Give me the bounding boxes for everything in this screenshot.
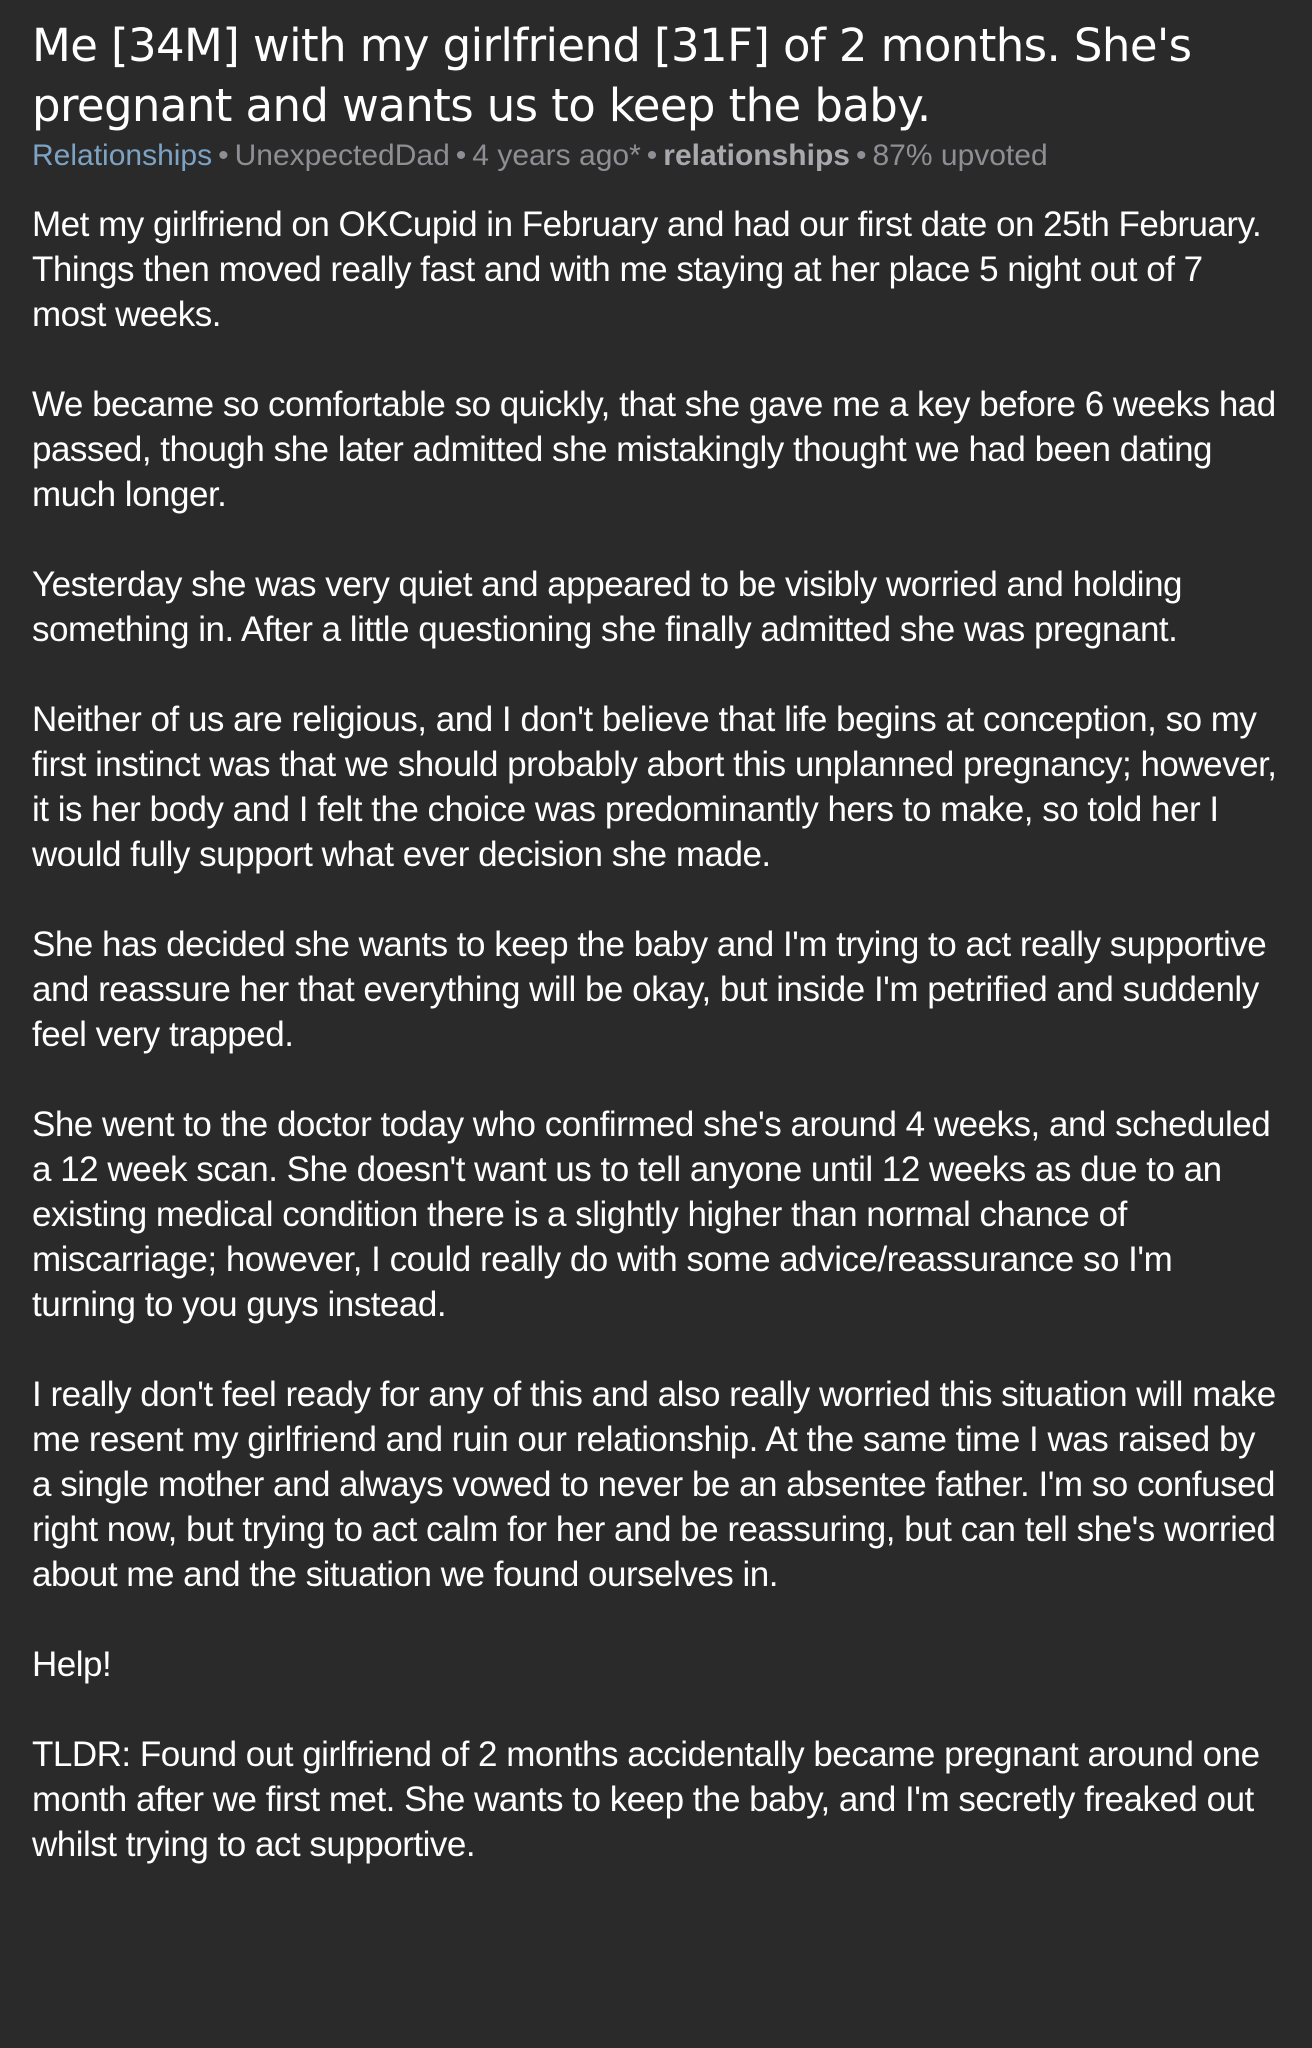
meta-separator: •: [855, 139, 867, 172]
post-paragraph: I really don't feel ready for any of this and also really worried this situation will make me resent my girlfriend and ruin our relationship. At the same time I was raised by a single mother and always vowed to never be an absentee father. I'm so confused right now, but trying to act calm for her and be reassuring, but can tell she's worried about me and the situation we found ourselves in.: [32, 1375, 1276, 1594]
post-flair[interactable]: Relationships: [32, 139, 213, 172]
post-age: 4 years ago*: [472, 139, 641, 172]
post-body: [32, 202, 1280, 1867]
post-subreddit[interactable]: relationships: [663, 139, 850, 172]
post-author[interactable]: UnexpectedDad: [234, 139, 450, 172]
meta-separator: •: [218, 139, 229, 172]
post-paragraph: Help!: [32, 1645, 112, 1684]
post-paragraph: She has decided she wants to keep the baby and I'm trying to act really supportive and reassure her that everything will be okay, but inside I'm petrified and suddenly feel very trapped.: [32, 925, 1267, 1054]
post-paragraph: We became so comfortable so quickly, that she gave me a key before 6 weeks had passed, though she later admitted she mistakingly thought we had been dating much longer.: [32, 385, 1276, 514]
meta-separator: •: [646, 139, 658, 172]
post-paragraph: Neither of us are religious, and I don't believe that life begins at conception, so my first instinct was that we should probably abort this unplanned pregnancy; however, it is her body and I felt the choice was predominantly hers to make, so told her I would fully support what ever decision she made.: [32, 700, 1277, 874]
post-paragraph: She went to the doctor today who confirmed she's around 4 weeks, and scheduled a 12 week scan. She doesn't want us to tell anyone until 12 weeks as due to an existing medical condition there is a slightly higher than normal chance of miscarriage; however, I could really do with some advice/reassurance so I'm turning to you guys instead.: [32, 1105, 1271, 1324]
post-paragraph: Met my girlfriend on OKCupid in February and had our first date on 25th February. Things then moved really fast and with me staying at her place 5 night out of 7 most weeks.: [32, 205, 1262, 334]
post-tldr: TLDR: Found out girlfriend of 2 months accidentally became pregnant around one month after we first met. She wants to keep the baby, and I'm secretly freaked out whilst trying to act supportive.: [32, 1735, 1260, 1864]
post-meta: [32, 136, 1280, 176]
meta-separator: •: [455, 139, 467, 172]
post-paragraph: Yesterday she was very quiet and appeared to be visibly worried and holding something in. After a little questioning she finally admitted she was pregnant.: [32, 565, 1183, 649]
post-upvote-ratio: 87% upvoted: [872, 139, 1048, 172]
post-title: Me [34M] with my girlfriend [31F] of 2 months. She's pregnant and wants us to keep the baby.: [32, 19, 1192, 132]
